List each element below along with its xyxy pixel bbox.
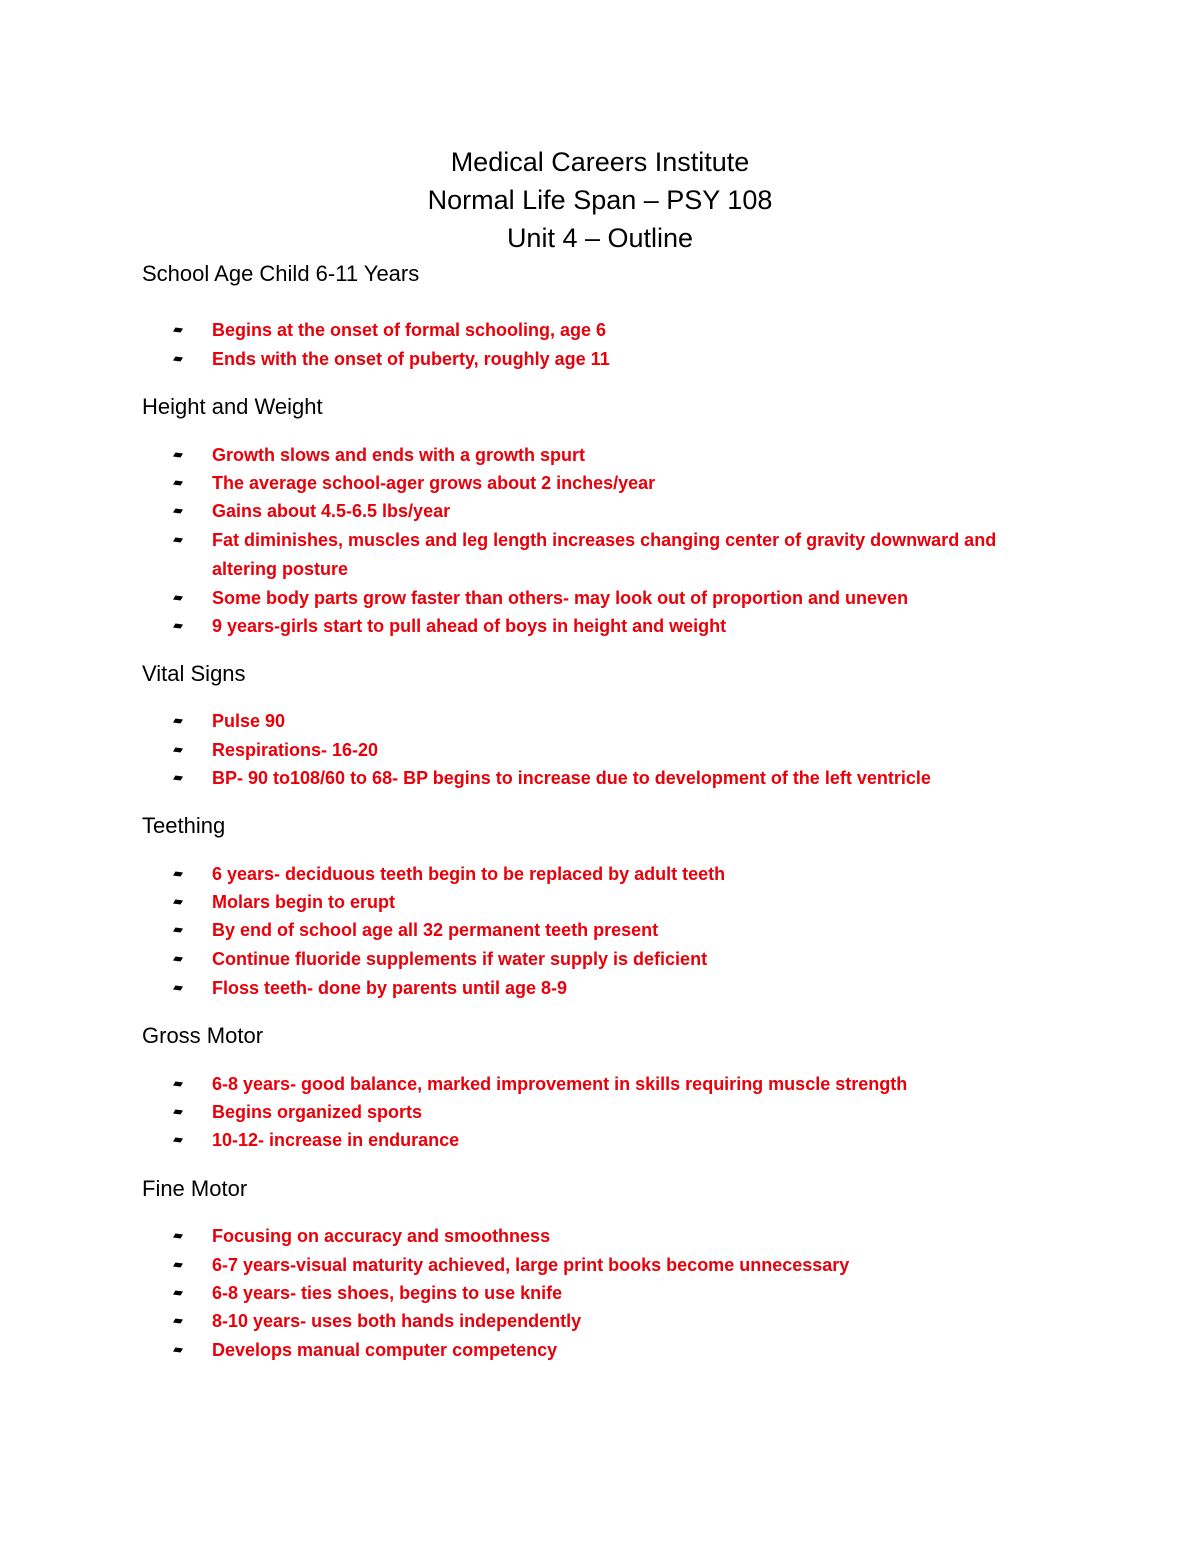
- bullet-dot-icon: [172, 534, 184, 546]
- unit-title: Unit 4 – Outline: [506, 223, 694, 253]
- bullet-dot-icon: [172, 896, 184, 908]
- bullet-dot-icon: [172, 1344, 184, 1356]
- bullet-dot-icon: [172, 1134, 184, 1146]
- list-item: 8-10 years- uses both hands independently: [172, 1307, 1052, 1336]
- bullet-dot-icon: [172, 1259, 184, 1271]
- list-item: Pulse 90: [172, 707, 1052, 736]
- bullet-dot-icon: [172, 1315, 184, 1327]
- bullet-dot-icon: [172, 505, 184, 517]
- list-item: Gains about 4.5-6.5 lbs/year: [172, 497, 1052, 526]
- section-heading-teething: Teething: [142, 813, 226, 838]
- list-item: Ends with the onset of puberty, roughly age 11: [172, 345, 1052, 374]
- list-item: 6-7 years-visual maturity achieved, large print books become unnecessary: [172, 1251, 1052, 1280]
- bullet-dot-icon: [172, 620, 184, 632]
- bullet-dot-icon: [172, 924, 184, 936]
- bullet-dot-icon: [172, 449, 184, 461]
- list-item: 6-8 years- ties shoes, begins to use knife: [172, 1279, 1052, 1308]
- list-item: Fat diminishes, muscles and leg length increases changing center of gravity downward and altering posture: [172, 526, 1052, 584]
- bullet-dot-icon: [172, 1078, 184, 1090]
- bullet-dot-icon: [172, 744, 184, 756]
- section-heading-vital-signs: Vital Signs: [142, 661, 246, 686]
- list-item: Develops manual computer competency: [172, 1336, 1052, 1365]
- bullet-dot-icon: [172, 953, 184, 965]
- bullet-dot-icon: [172, 1230, 184, 1242]
- bullet-dot-icon: [172, 982, 184, 994]
- list-item: 6-8 years- good balance, marked improvement in skills requiring muscle strength: [172, 1070, 1052, 1099]
- bullet-dot-icon: [172, 868, 184, 880]
- list-item: Respirations- 16-20: [172, 736, 1052, 765]
- bullet-dot-icon: [172, 1287, 184, 1299]
- list-item: The average school-ager grows about 2 inches/year: [172, 469, 1052, 498]
- list-item: 6 years- deciduous teeth begin to be replaced by adult teeth: [172, 860, 1052, 889]
- list-item: Begins organized sports: [172, 1098, 1052, 1127]
- list-item: Continue fluoride supplements if water supply is deficient: [172, 945, 1052, 974]
- list-item: Molars begin to erupt: [172, 888, 1052, 917]
- bullet-dot-icon: [172, 715, 184, 727]
- list-item: Focusing on accuracy and smoothness: [172, 1222, 1052, 1251]
- list-item: Begins at the onset of formal schooling, age 6: [172, 316, 1052, 345]
- list-item: Floss teeth- done by parents until age 8-9: [172, 974, 1052, 1003]
- section-heading-gross-motor: Gross Motor: [142, 1023, 264, 1048]
- bullet-dot-icon: [172, 772, 184, 784]
- bullet-dot-icon: [172, 592, 184, 604]
- section-heading-fine-motor: Fine Motor: [142, 1176, 248, 1201]
- course-title: Normal Life Span – PSY 108: [427, 185, 773, 215]
- bullet-dot-icon: [172, 477, 184, 489]
- list-item: Some body parts grow faster than others- may look out of proportion and uneven: [172, 584, 1052, 613]
- list-item: BP- 90 to108/60 to 68- BP begins to increase due to development of the left ventricle: [172, 764, 1052, 793]
- section-heading-school-age: School Age Child 6-11 Years: [142, 261, 420, 286]
- list-item: By end of school age all 32 permanent teeth present: [172, 916, 1052, 945]
- bullet-dot-icon: [172, 1106, 184, 1118]
- list-item: 9 years-girls start to pull ahead of boys in height and weight: [172, 612, 1052, 641]
- list-item: Growth slows and ends with a growth spurt: [172, 441, 1052, 470]
- list-item: 10-12- increase in endurance: [172, 1126, 1052, 1155]
- institute-title: Medical Careers Institute: [450, 147, 750, 177]
- bullet-dot-icon: [172, 324, 184, 336]
- bullet-dot-icon: [172, 353, 184, 365]
- section-heading-height-weight: Height and Weight: [142, 394, 323, 419]
